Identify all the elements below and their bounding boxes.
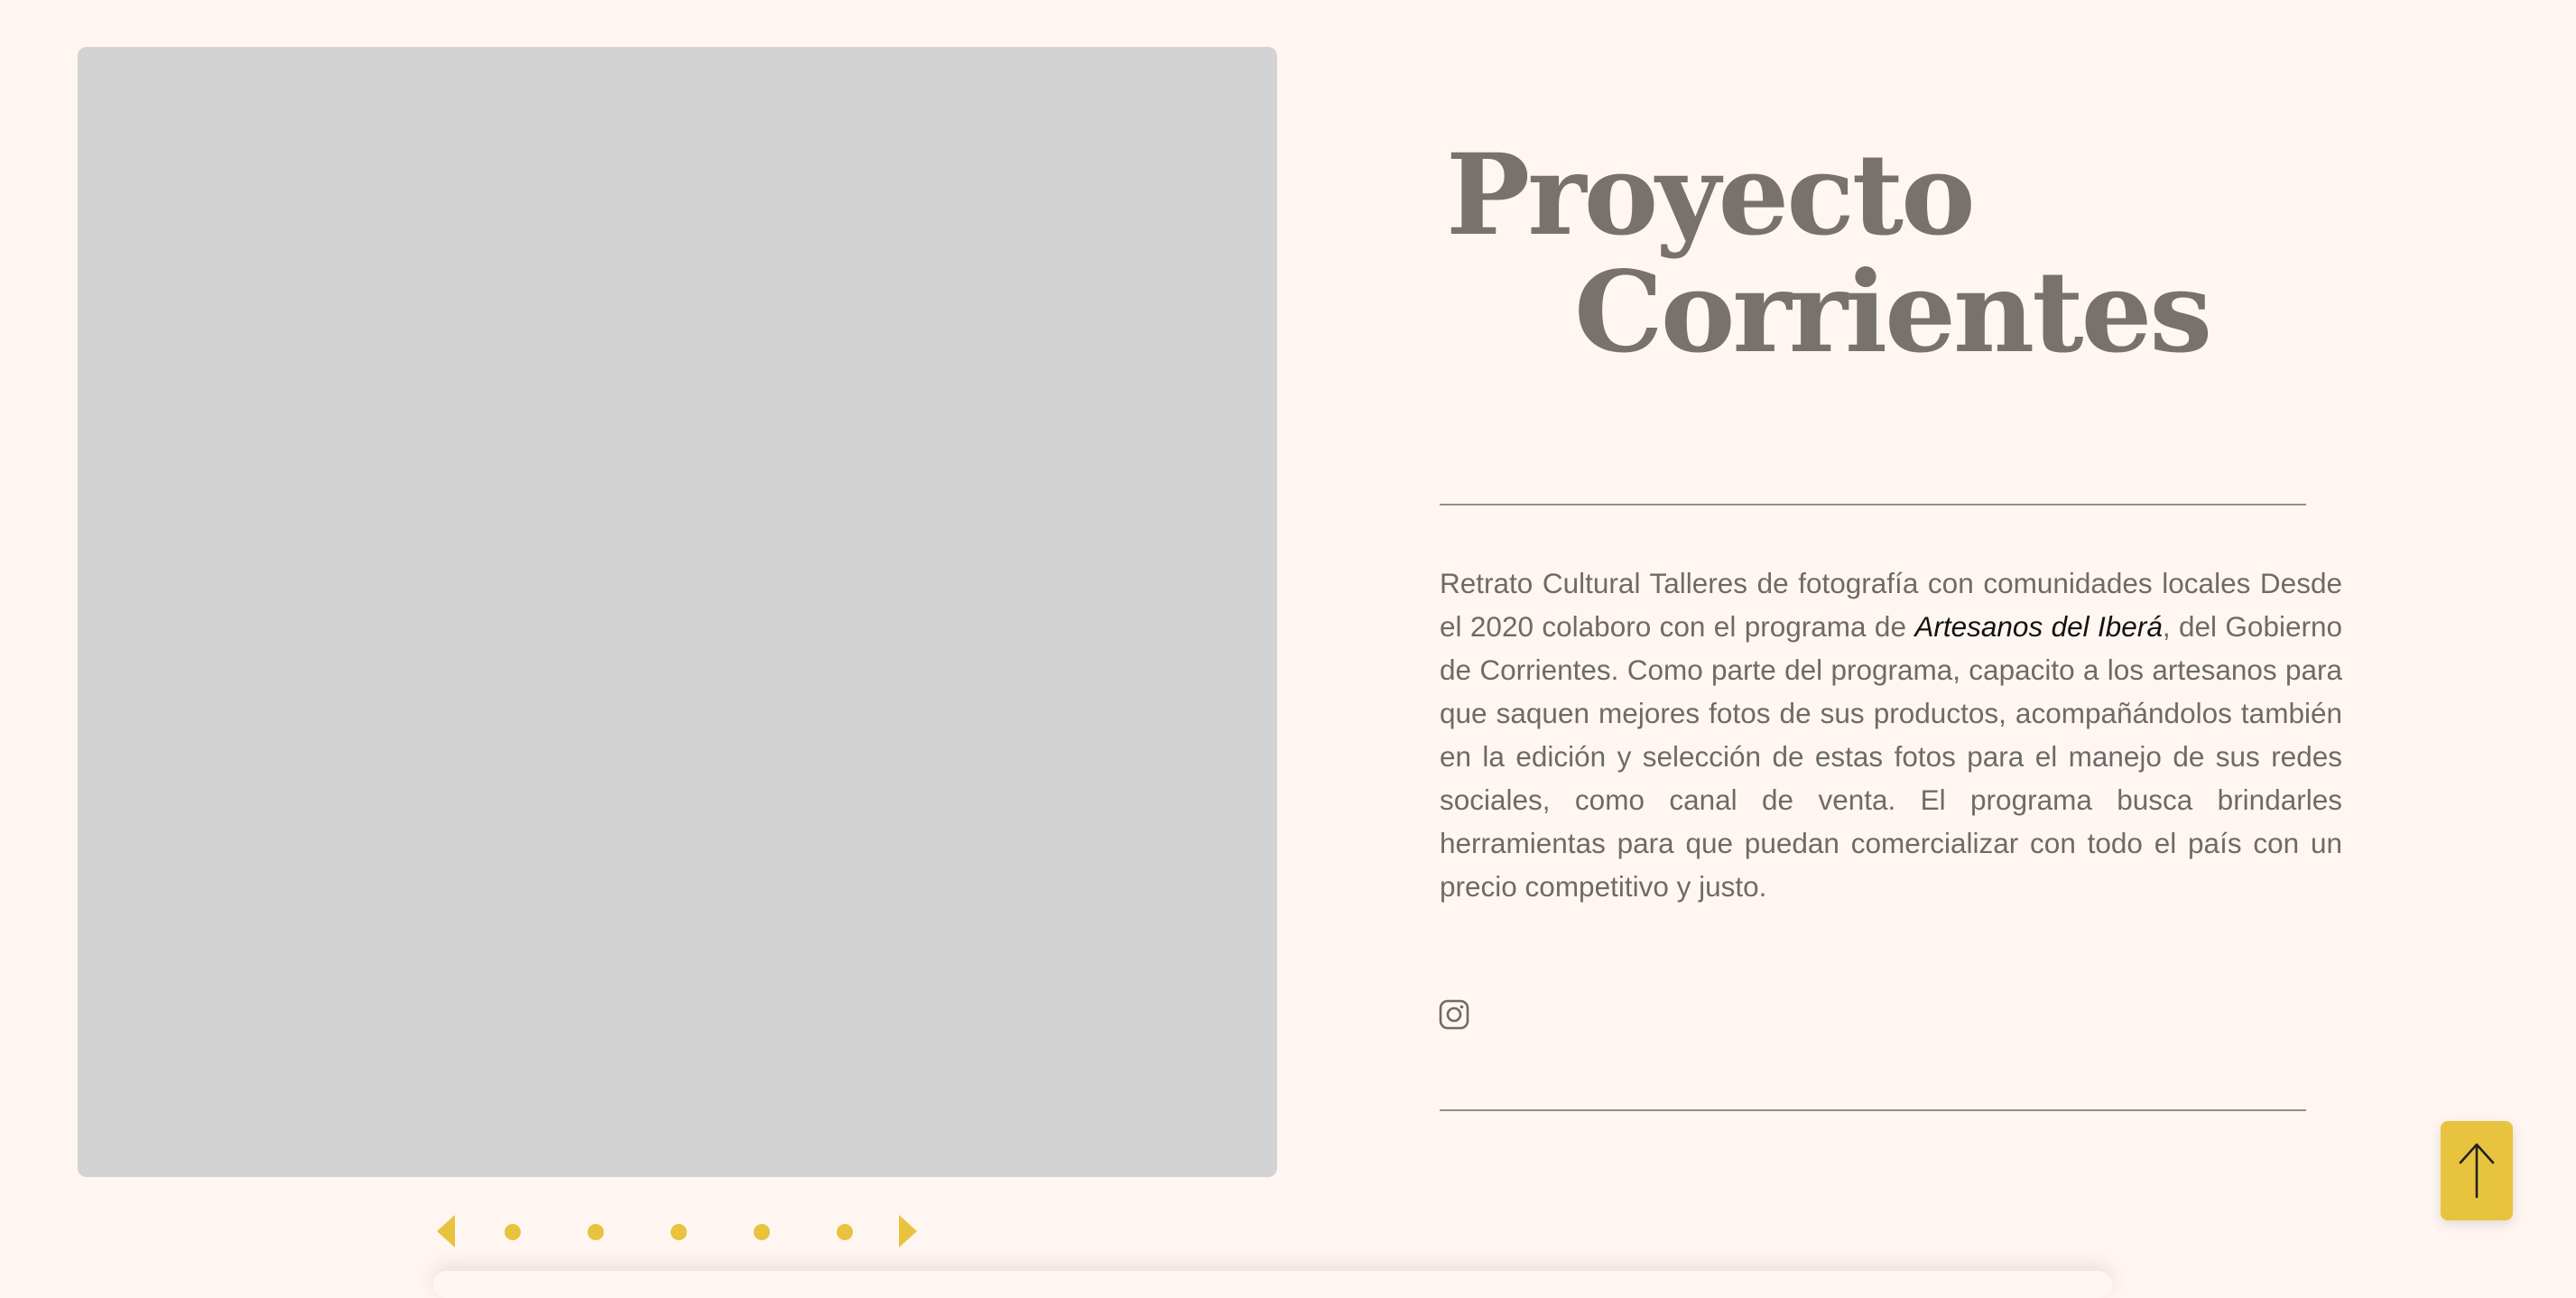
slider-nav — [433, 1213, 921, 1253]
slider-dot-4[interactable] — [754, 1224, 770, 1240]
slider-dot-2[interactable] — [588, 1224, 604, 1240]
description-text-2: , del Gobierno de Corrientes. Como parte del programa, capacito a los artesanos para que saquen mejores fotos de sus productos, acompañándolos también en la edición y selección de estas fotos para el manejo de sus redes sociales, como canal de venta. El programa busca brindarles herramientas para que puedan comercializar con todo el país con un precio competitivo y justo. — [1440, 610, 2343, 903]
title-line-2: Corrientes — [1574, 247, 2210, 378]
description-text-1: Retrato Cultural Talleres de fotografía con comunidades locales Desde el 2020 colaboro con el programa de — [1440, 567, 2342, 643]
instagram-icon — [1439, 999, 1469, 1030]
divider-top — [1440, 504, 2306, 505]
slider-dot-3[interactable] — [671, 1224, 687, 1240]
page-title — [1446, 130, 2210, 378]
slider-dot-1[interactable] — [505, 1224, 521, 1240]
slider-next-button[interactable] — [897, 1213, 921, 1249]
slider-dot-5[interactable] — [837, 1224, 853, 1240]
gallery-image[interactable] — [78, 47, 1277, 1177]
slider-prev-button[interactable] — [433, 1213, 457, 1249]
title-line-1: Proyecto — [1446, 130, 1973, 261]
caret-left-icon — [433, 1213, 457, 1249]
arrow-up-icon — [2453, 1137, 2500, 1202]
project-description — [1440, 561, 2342, 908]
caret-right-icon — [897, 1213, 921, 1249]
back-to-top-button[interactable] — [2441, 1121, 2513, 1220]
divider-bottom — [1440, 1109, 2306, 1111]
instagram-link[interactable] — [1439, 999, 1469, 1030]
footer-edge — [433, 1271, 2112, 1298]
description-emphasis: Artesanos del Iberá — [1914, 610, 2163, 643]
